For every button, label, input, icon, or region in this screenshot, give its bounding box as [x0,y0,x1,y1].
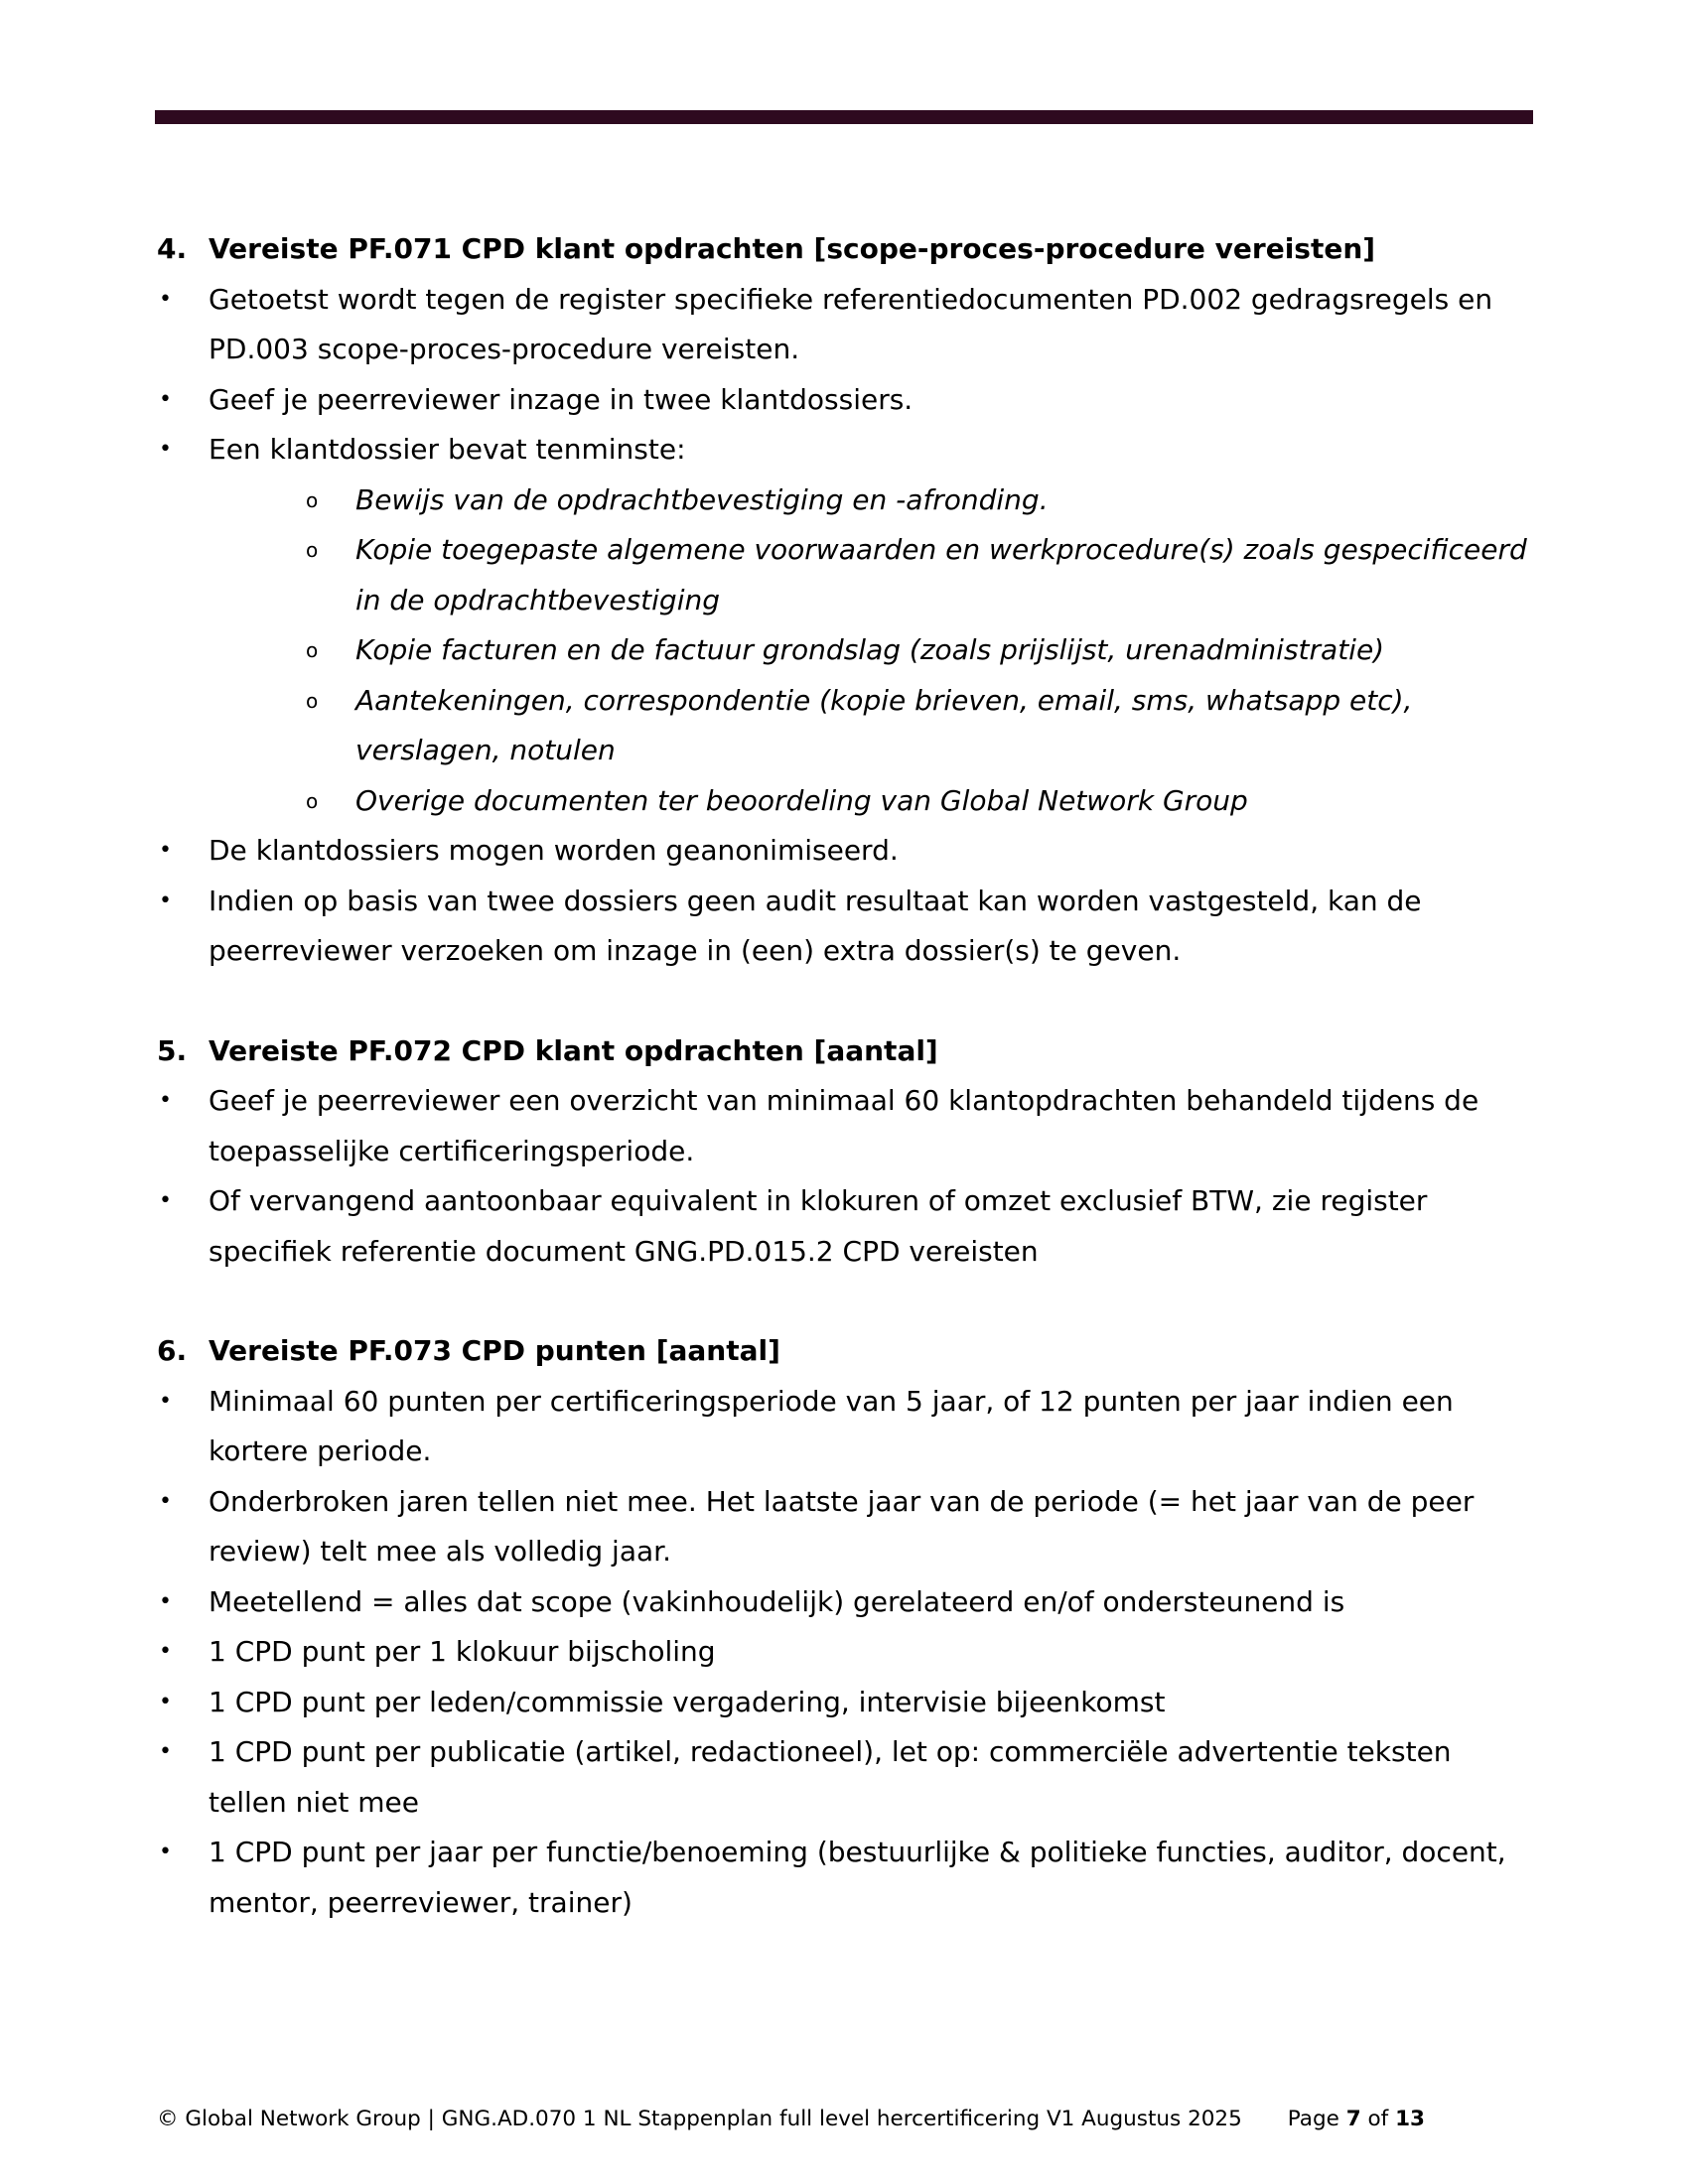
bullet-icon: • [159,1188,172,1213]
bullet-list [157,1076,1537,1277]
document-body [157,224,1537,1978]
sub-list-item: o Aantekeningen, correspondentie (kopie brieven, email, sms, whatsapp etc), verslagen, notulen [157,676,1537,776]
bullet-list [157,275,1537,476]
section-5 [157,1026,1537,1278]
circle-bullet-icon: o [306,538,319,562]
section-number: 5. [157,1033,188,1067]
circle-bullet-icon: o [306,688,319,713]
bullet-list [157,826,1537,977]
bullet-icon: • [159,386,172,412]
sub-bullet-list [157,476,1537,827]
header-rule [155,110,1533,124]
section-title: Vereiste PF.072 CPD klant opdrachten [aantal] [209,1033,938,1067]
list-item: • Minimaal 60 punten per certificeringsperiode van 5 jaar, of 12 punten per jaar indien een kortere periode. [157,1377,1537,1477]
list-item: • 1 CPD punt per leden/commissie vergadering, intervisie bijeenkomst [157,1678,1537,1728]
bullet-icon: • [159,286,172,312]
list-item: • Meetellend = alles dat scope (vakinhoudelijk) gerelateerd en/of ondersteunend is [157,1577,1537,1628]
bullet-icon: • [159,887,172,913]
bullet-icon: • [159,1739,172,1764]
section-title: Vereiste PF.073 CPD punten [aantal] [209,1334,780,1367]
bullet-icon: • [159,1639,172,1664]
bullet-icon: • [159,1388,172,1414]
list-item: • Indien op basis van twee dossiers geen audit resultaat kan worden vastgesteld, kan de peerreviewer verzoeken om inzage in (een) extra dossier(s) te geven. [157,877,1537,977]
section-heading [157,1026,1537,1077]
bullet-icon: • [159,437,172,462]
list-item: • Geef je peerreviewer een overzicht van minimaal 60 klantopdrachten behandeld tijdens de toepasselijke certificeringsperiode. [157,1076,1537,1176]
bullet-icon: • [159,1488,172,1514]
sub-list-item: o Kopie facturen en de factuur grondslag (zoals prijslijst, urenadministratie) [157,625,1537,676]
circle-bullet-icon: o [306,788,319,813]
sub-list-item: o Overige documenten ter beoordeling van Global Network Group [157,776,1537,827]
list-item: • Een klantdossier bevat tenminste: [157,425,1537,476]
sub-list-item: o Bewijs van de opdrachtbevestiging en -afronding. [157,476,1537,526]
section-heading [157,224,1537,275]
section-title: Vereiste PF.071 CPD klant opdrachten [scope-proces-procedure vereisten] [209,232,1376,265]
footer-copyright: © Global Network Group | GNG.AD.070 1 NL Stappenplan full level hercertificering V1 Augustus 2025 [157,2107,1242,2131]
bullet-icon: • [159,1840,172,1864]
list-item: • De klantdossiers mogen worden geanonimiseerd. [157,826,1537,877]
bullet-icon: • [159,1088,172,1113]
list-item: • Geef je peerreviewer inzage in twee klantdossiers. [157,375,1537,426]
list-item: • 1 CPD punt per publicatie (artikel, redactioneel), let op: commerciële advertentie teksten tellen niet mee [157,1727,1537,1828]
circle-bullet-icon: o [306,487,319,512]
list-item: • Getoetst wordt tegen de register specifieke referentiedocumenten PD.002 gedragsregels en PD.003 scope-proces-procedure vereisten. [157,275,1537,375]
bullet-list [157,1377,1537,1929]
section-number: 6. [157,1334,188,1367]
bullet-icon: • [159,1689,172,1714]
page-footer [157,2107,1547,2131]
bullet-icon: • [159,838,172,863]
section-heading [157,1326,1537,1377]
bullet-icon: • [159,1588,172,1614]
section-4 [157,224,1537,977]
list-item: • 1 CPD punt per 1 klokuur bijscholing [157,1627,1537,1678]
section-6 [157,1326,1537,1928]
page-number: Page 7 of 13 [1287,2107,1426,2131]
circle-bullet-icon: o [306,638,319,662]
sub-list-item: o Kopie toegepaste algemene voorwaarden en werkprocedure(s) zoals gespecificeerd in de opdrachtbevestiging [157,525,1537,625]
section-number: 4. [157,232,188,265]
list-item: • Of vervangend aantoonbaar equivalent in klokuren of omzet exclusief BTW, zie register specifiek referentie document GNG.PD.015.2 CPD vereisten [157,1176,1537,1277]
list-item: • 1 CPD punt per jaar per functie/benoeming (bestuurlijke & politieke functies, auditor, docent, mentor, peerreviewer, trainer) [157,1828,1537,1928]
list-item: • Onderbroken jaren tellen niet mee. Het laatste jaar van de periode (= het jaar van de peer review) telt mee als volledig jaar. [157,1477,1537,1577]
